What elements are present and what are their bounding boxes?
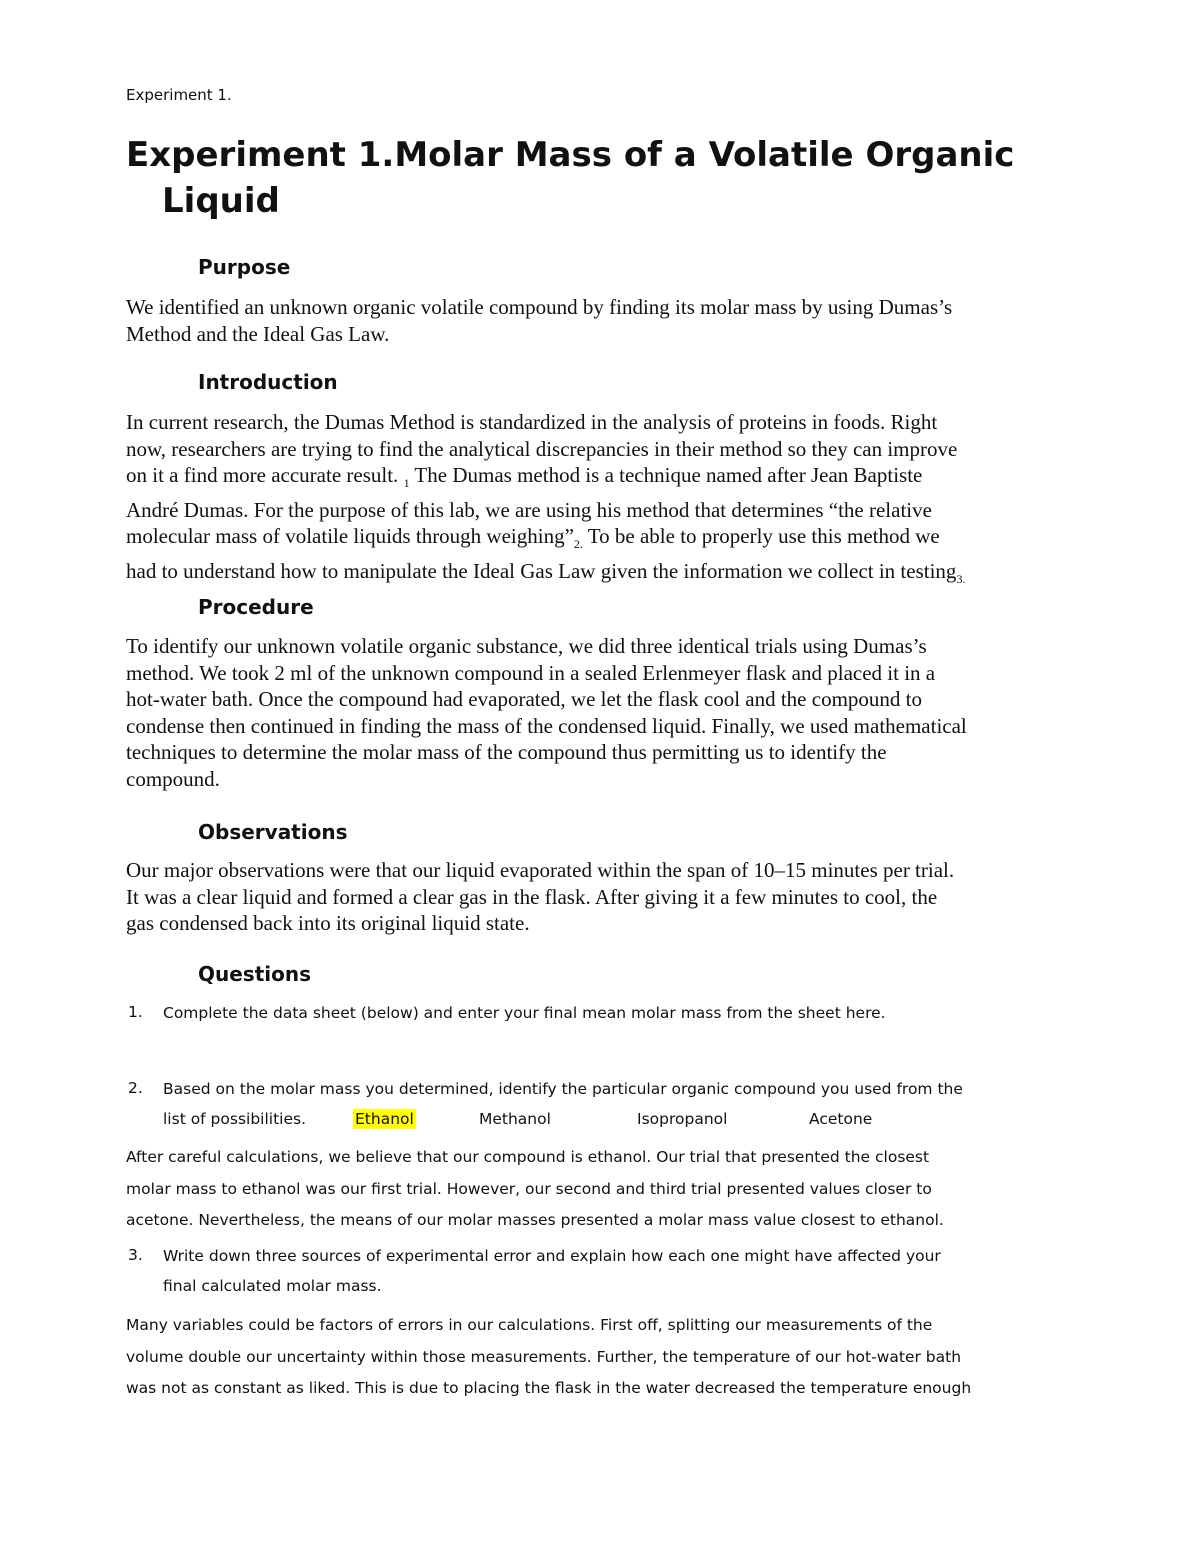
answer-2-line: molar mass to ethanol was our first trial. However, our second and third trial presented values closer to: [126, 1179, 932, 1198]
introduction-line: [126, 558, 1086, 593]
question-3-line: final calculated molar mass.: [163, 1277, 382, 1295]
option-acetone: Acetone: [809, 1110, 873, 1128]
question-2-list-label: list of possibilities.: [163, 1110, 307, 1128]
introduction-heading: Introduction: [198, 370, 338, 394]
title-line-1: Experiment 1.Molar Mass of a Volatile Organic: [126, 135, 1015, 175]
procedure-line: hot-water bath. Once the compound had evaporated, we let the flask cool and the compound to: [126, 687, 922, 711]
title-line-2: Liquid: [162, 181, 280, 221]
intro-text: To be able to properly use this method we: [582, 524, 940, 549]
reference-2: 2.: [573, 537, 583, 552]
intro-text: The Dumas method is a technique named after Jean Baptiste: [409, 463, 923, 487]
reference-3: 3.: [956, 572, 966, 587]
question-2-line: Based on the molar mass you determined, identify the particular organic compound you used from the: [163, 1080, 963, 1098]
procedure-line: condense then continued in finding the mass of the condensed liquid. Finally, we used mathematical: [126, 713, 967, 738]
procedure-line: techniques to determine the molar mass of the compound thus permitting us to identify the: [126, 740, 887, 764]
introduction-line: [126, 462, 1086, 497]
introduction-line: André Dumas. For the purpose of this lab, we are using his method that determines “the relative: [126, 497, 932, 522]
purpose-line: Method and the Ideal Gas Law.: [126, 321, 390, 346]
observations-heading: Observations: [198, 820, 348, 844]
page-title: [126, 132, 1086, 224]
procedure-paragraph: [126, 633, 1086, 792]
observations-line: gas condensed back into its original liquid state.: [126, 911, 530, 935]
question-1-text: Complete the data sheet (below) and enter your final mean molar mass from the sheet here.: [163, 1004, 886, 1022]
question-3-number: 3.: [128, 1246, 143, 1264]
procedure-line: compound.: [126, 766, 220, 791]
page-header: Experiment 1.: [126, 86, 232, 104]
intro-text: molecular mass of volatile liquids through weighing”: [126, 524, 574, 549]
option-methanol: Methanol: [479, 1110, 551, 1128]
reference-1: 1: [403, 476, 410, 491]
introduction-paragraph: [126, 409, 1086, 593]
procedure-heading: Procedure: [198, 595, 314, 619]
observations-line: It was a clear liquid and formed a clear gas in the flask. After giving it a few minutes to cool, the: [126, 884, 938, 909]
question-2-number: 2.: [128, 1079, 143, 1097]
answer-2-line: acetone. Nevertheless, the means of our molar masses presented a molar mass value closest to ethanol.: [126, 1211, 944, 1229]
answer-3-line: Many variables could be factors of errors in our calculations. First off, splitting our measurements of the: [126, 1316, 933, 1334]
observations-paragraph: [126, 857, 1086, 937]
question-2-text: [163, 1074, 1083, 1134]
option-ethanol: [353, 1104, 479, 1134]
purpose-paragraph: [126, 294, 1086, 347]
intro-text: on it a find more accurate result.: [126, 463, 404, 487]
question-3-line: Write down three sources of experimental error and explain how each one might have affected your: [163, 1247, 941, 1265]
question-3-text: [163, 1241, 1083, 1301]
procedure-line: To identify our unknown volatile organic substance, we did three identical trials using Dumas’s: [126, 634, 927, 658]
answer-3-line: was not as constant as liked. This is due to placing the flask in the water decreased the temperature enough: [126, 1379, 972, 1397]
intro-text: had to understand how to manipulate the Ideal Gas Law given the information we collect in testing: [126, 558, 957, 583]
introduction-line: In current research, the Dumas Method is standardized in the analysis of proteins in foods. Right: [126, 410, 938, 434]
question-2-line: [163, 1104, 1083, 1134]
answer-2-line: After careful calculations, we believe that our compound is ethanol. Our trial that presented the closest: [126, 1148, 930, 1166]
introduction-line: [126, 523, 1086, 558]
purpose-heading: Purpose: [198, 255, 291, 279]
observations-line: Our major observations were that our liquid evaporated within the span of 10–15 minutes per trial.: [126, 858, 955, 882]
answer-2-paragraph: [126, 1142, 1086, 1237]
answer-3-line: volume double our uncertainty within those measurements. Further, the temperature of our hot-water bath: [126, 1347, 962, 1366]
questions-heading: Questions: [198, 962, 312, 986]
answer-3-paragraph: [126, 1310, 1086, 1405]
procedure-line: method. We took 2 ml of the unknown compound in a sealed Erlenmeyer flask and placed it in a: [126, 660, 936, 685]
question-1-number: 1.: [128, 1003, 143, 1021]
purpose-line: We identified an unknown organic volatile compound by finding its molar mass by using Dumas’s: [126, 295, 953, 319]
highlighted-answer: Ethanol: [355, 1110, 414, 1128]
introduction-line: now, researchers are trying to find the analytical discrepancies in their method so they can improve: [126, 436, 958, 461]
option-isopropanol: Isopropanol: [637, 1110, 728, 1128]
